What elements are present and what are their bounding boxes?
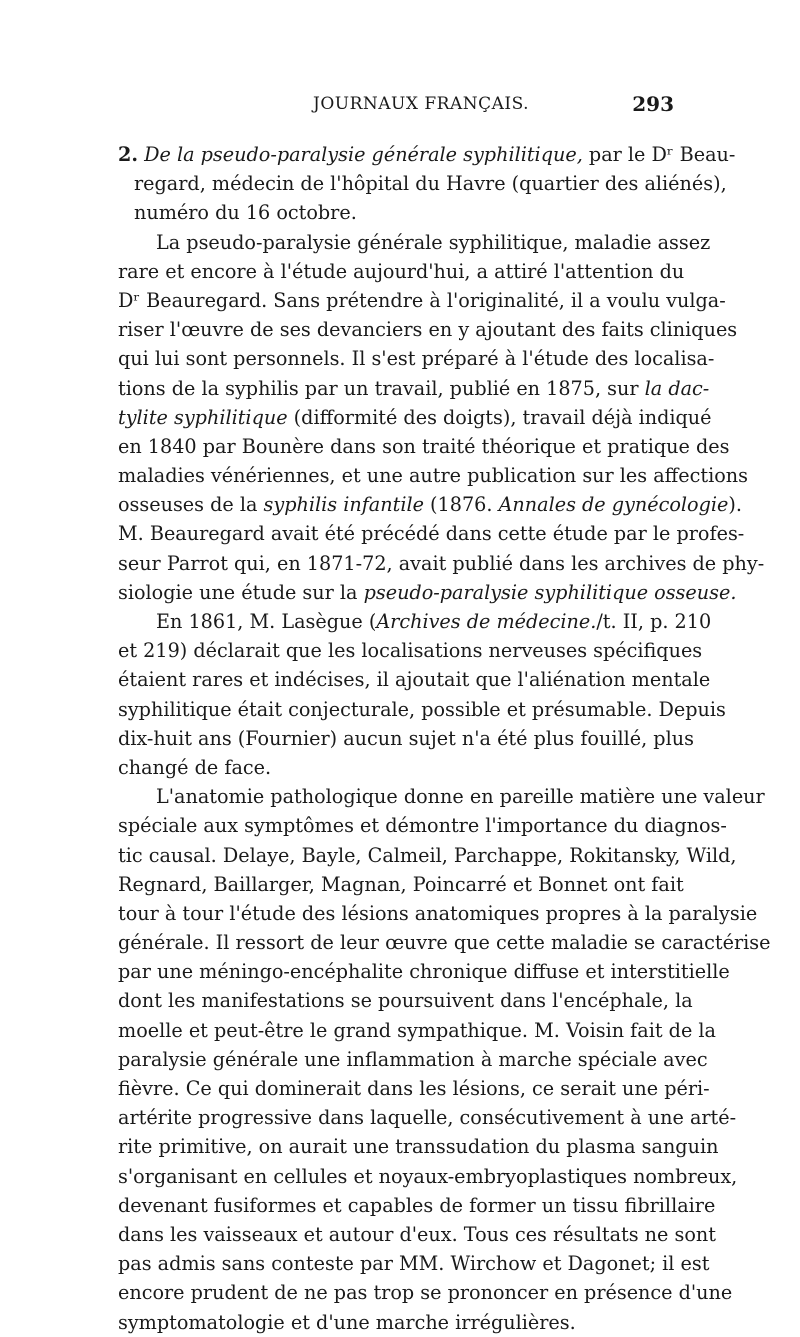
text-segment: La pseudo-paralysie générale syphilitique, maladie assez [156, 230, 711, 254]
text-segment: en 1840 par Bounère dans son traité théorique et pratique des [118, 434, 730, 458]
entry-number: 2. [118, 143, 139, 166]
text-segment: Regnard, Baillarger, Magnan, Poincarré et Bonnet ont fait [118, 872, 684, 896]
text-line [118, 1074, 710, 1103]
entry-author: par le Dʳ Beau- [588, 143, 736, 166]
text-segment: générale. Il ressort de leur œuvre que cette maladie se caractérise [118, 931, 771, 955]
text-segment: En 1861, M. Lasègue ( [156, 610, 377, 633]
text-segment: étaient rares et indécises, il ajoutait que l'aliénation mentale [118, 668, 711, 692]
text-segment: maladies vénériennes, et une autre publication sur les affections [118, 464, 749, 488]
book-page [118, 92, 771, 1337]
text-segment: rite primitive, on aurait une transsudation du plasma sanguin [118, 1135, 719, 1159]
text-segment: riser l'œuvre de ses devanciers en y ajoutant des faits cliniques [118, 318, 738, 342]
text-segment: L'anatomie pathologique donne en pareille matière une valeur [156, 785, 765, 809]
text-line [118, 870, 684, 899]
text-segment: (difformité des doigts), travail déjà indiqué [287, 405, 712, 429]
text-line [118, 724, 694, 753]
text-line [118, 1249, 710, 1278]
running-title: JOURNAUX FRANÇAIS. [313, 94, 530, 114]
italic-text: la dac- [644, 376, 710, 400]
italic-text: Archives de médecine. [376, 610, 597, 633]
text-line [118, 1162, 738, 1191]
entry-heading [118, 140, 736, 228]
text-segment: moelle et peut-être le grand sympathique. M. Voisin fait de la [118, 1018, 716, 1042]
text-line [118, 1016, 716, 1045]
text-line [118, 899, 758, 928]
text-line [118, 1103, 737, 1132]
text-line [118, 519, 745, 548]
text-segment: changé de face. [118, 755, 272, 779]
text-line [118, 636, 703, 665]
text-line [118, 753, 674, 782]
text-segment: par une méningo-encéphalite chronique diffuse et interstitielle [118, 960, 730, 984]
text-segment: dont les manifestations se poursuivent dans l'encéphale, la [118, 989, 693, 1013]
italic-text: syphilis infantile [263, 493, 424, 517]
text-segment: dans les vaisseaux et autour d'eux. Tous ces résultats ne sont [118, 1222, 716, 1246]
text-line [118, 695, 726, 724]
text-line [118, 403, 712, 432]
page-number: 293 [632, 92, 674, 116]
text-line [118, 811, 727, 840]
italic-text: pseudo-paralysie syphilitique osseuse. [363, 580, 737, 604]
text-segment: encore prudent de ne pas trop se prononcer en présence d'une [118, 1281, 733, 1305]
text-line [118, 578, 737, 607]
text-segment: devenant fusiformes et capables de former un tissu fibrillaire [118, 1193, 716, 1217]
text-segment: tions de la syphilis par un travail, publié en 1875, sur [118, 376, 645, 400]
text-segment: fièvre. Ce qui dominerait dans les lésions, ce serait une péri- [118, 1077, 710, 1100]
text-segment: paralysie générale une inflammation à marche spéciale avec [118, 1047, 708, 1071]
text-line [118, 1132, 719, 1161]
text-segment: spéciale aux symptômes et démontre l'importance du diagnos- [118, 814, 727, 838]
text-line [118, 432, 730, 461]
text-line [118, 344, 715, 373]
entry-title: De la pseudo-paralysie générale syphilitique, [144, 143, 583, 166]
text-segment: tour à tour l'étude des lésions anatomiques propres à la paralysie [118, 901, 758, 925]
text-line [118, 841, 737, 870]
text-segment: symptomatologie et d'une marche irrégulières. [118, 1310, 576, 1334]
italic-text: tylite syphilitique [118, 405, 288, 429]
text-line [118, 257, 685, 286]
text-segment: artérite progressive dans laquelle, consécutivement à une arté- [118, 1106, 737, 1130]
body-text [118, 228, 771, 1337]
text-line [118, 228, 711, 257]
text-segment: osseuses de la [118, 493, 264, 517]
text-line [118, 957, 730, 986]
text-line [118, 986, 693, 1015]
text-segment: (1876. [423, 493, 499, 517]
text-segment: rare et encore à l'étude aujourd'hui, a attiré l'attention du [118, 259, 685, 283]
text-segment: ). [728, 493, 742, 517]
text-line [118, 1278, 733, 1307]
text-line [118, 286, 726, 315]
text-segment: seur Parrot qui, en 1871-72, avait publié dans les archives de phy- [118, 551, 765, 575]
entry-line-2: regard, médecin de l'hôpital du Havre (quartier des aliénés), [134, 172, 727, 196]
text-line [118, 665, 711, 694]
text-line [118, 1308, 674, 1337]
text-line [118, 374, 710, 403]
italic-text: Annales de gynécologie [498, 493, 729, 517]
text-line [118, 782, 765, 811]
text-segment: /t. II, p. 210 [596, 610, 712, 633]
text-line [118, 461, 749, 490]
text-line [118, 490, 742, 519]
text-segment: et 219) déclarait que les localisations nerveuses spécifiques [118, 639, 703, 663]
page-header [118, 92, 674, 126]
text-segment: pas admis sans conteste par MM. Wirchow et Dagonet; il est [118, 1252, 710, 1276]
entry-line-1 [118, 140, 736, 169]
text-line [118, 1191, 716, 1220]
text-line [118, 928, 771, 957]
text-segment: qui lui sont personnels. Il s'est préparé à l'étude des localisa- [118, 347, 715, 371]
entry-line-3: numéro du 16 octobre. [134, 201, 357, 225]
text-segment: s'organisant en cellules et noyaux-embryoplastiques nombreux, [118, 1164, 738, 1188]
text-line [118, 315, 738, 344]
text-line [118, 549, 765, 578]
text-segment: siologie une étude sur la [118, 580, 364, 604]
text-line [118, 607, 712, 636]
text-segment: M. Beauregard avait été précédé dans cette étude par le profes- [118, 522, 745, 546]
text-line [118, 1045, 708, 1074]
text-line [118, 1220, 716, 1249]
text-segment: Dʳ Beauregard. Sans prétendre à l'originalité, il a voulu vulga- [118, 288, 726, 312]
text-segment: syphilitique était conjecturale, possible et présumable. Depuis [118, 697, 726, 721]
text-segment: tic causal. Delaye, Bayle, Calmeil, Parchappe, Rokitansky, Wild, [118, 843, 737, 867]
text-segment: dix-huit ans (Fournier) aucun sujet n'a été plus fouillé, plus [118, 726, 694, 750]
